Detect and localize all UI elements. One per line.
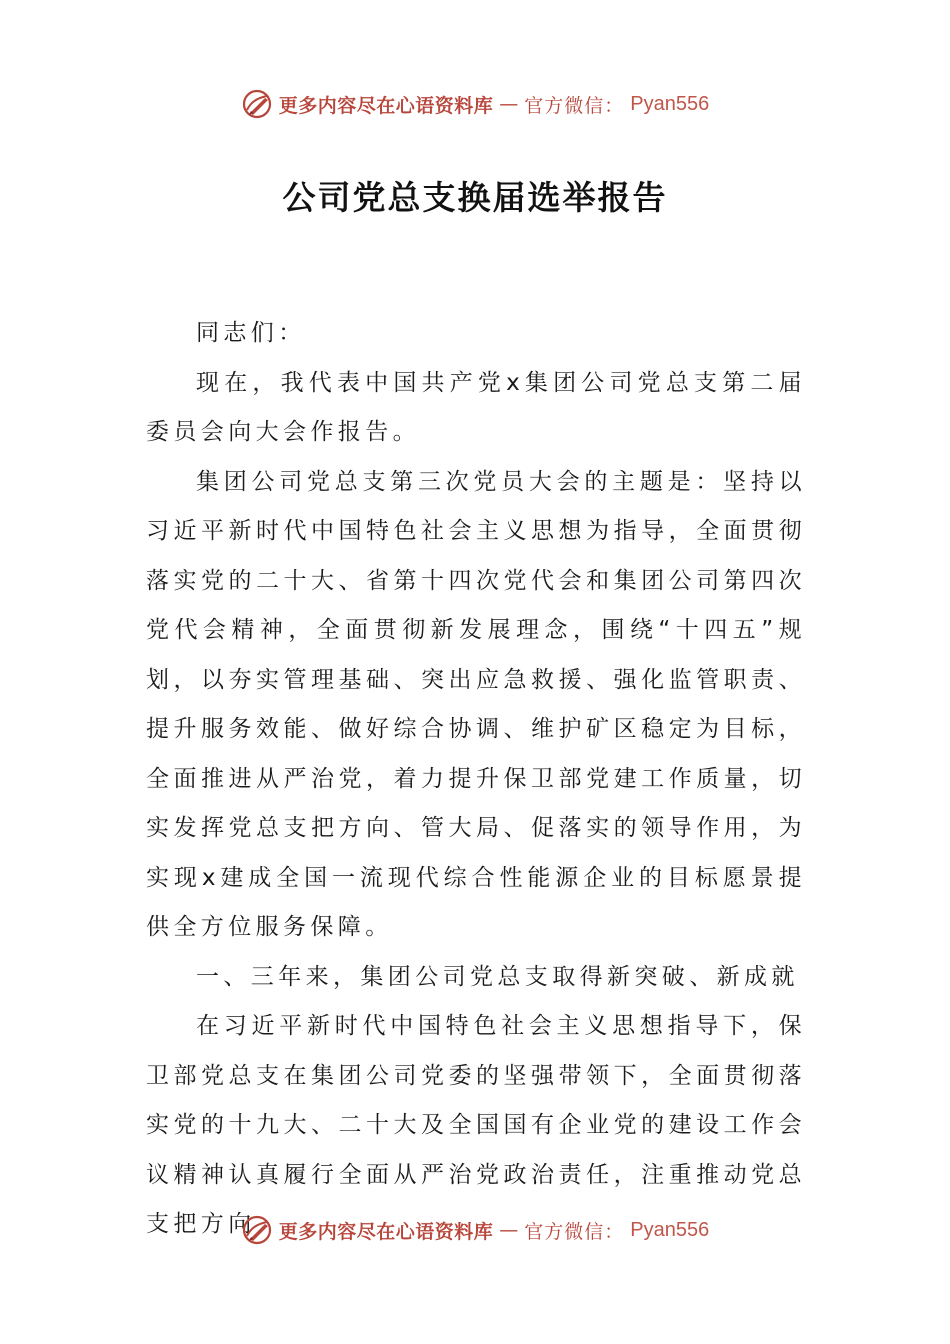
footer-watermark-banner [0, 1208, 950, 1252]
banner-wechat-id: Pyan556 [630, 92, 710, 115]
section-heading-1: 一、三年来，集团公司党总支取得新突破、新成就 [196, 963, 799, 990]
banner-official-label: 官方微信： [524, 1220, 625, 1243]
banner-brand-text: 更多内容尽在心语资料库 [278, 1220, 494, 1243]
banner-separator: — [499, 1219, 519, 1241]
banner-separator: — [499, 93, 519, 115]
document-body [146, 309, 806, 1250]
document-title: 公司党总支换届选举报告 [282, 178, 668, 217]
paragraph-salutation: 同志们： [196, 320, 306, 346]
header-watermark-banner [0, 82, 950, 126]
banner-wechat-id: Pyan556 [630, 1218, 710, 1241]
pen-logo-icon [241, 1214, 273, 1246]
banner-brand-text: 更多内容尽在心语资料库 [278, 94, 494, 117]
paragraph-achievements: 在习近平新时代中国特色社会主义思想指导下，保卫部党总支在集团公司党委的坚强带领下，全面贯彻落实党的十九大、二十大及全国国有企业党的建设工作会议精神认真履行全面从严治党政治责任，注重推动党总支把方向 [146, 1013, 806, 1237]
paragraph-theme: 集团公司党总支第三次党员大会的主题是：坚持以习近平新时代中国特色社会主义思想为指导，全面贯彻落实党的二十大、省第十四次党代会和集团公司第四次党代会精神，全面贯彻新发展理念，围绕“十四五”规划，以夯实管理基础、突出应急救援、强化监管职责、提升服务效能、做好综合协调、维护矿区稳定为目标，全面推进从严治党，着力提升保卫部党建工作质量，切实发挥党总支把方向、管大局、促落实的领导作用，为实现x建成全国一流现代综合性能源企业的目标愿景提供全方位服务保障。 [146, 468, 806, 940]
paragraph-intro: 现在，我代表中国共产党x集团公司党总支第二届委员会向大会作报告。 [146, 369, 806, 445]
pen-logo-icon [241, 88, 273, 120]
banner-official-label: 官方微信： [524, 94, 625, 117]
